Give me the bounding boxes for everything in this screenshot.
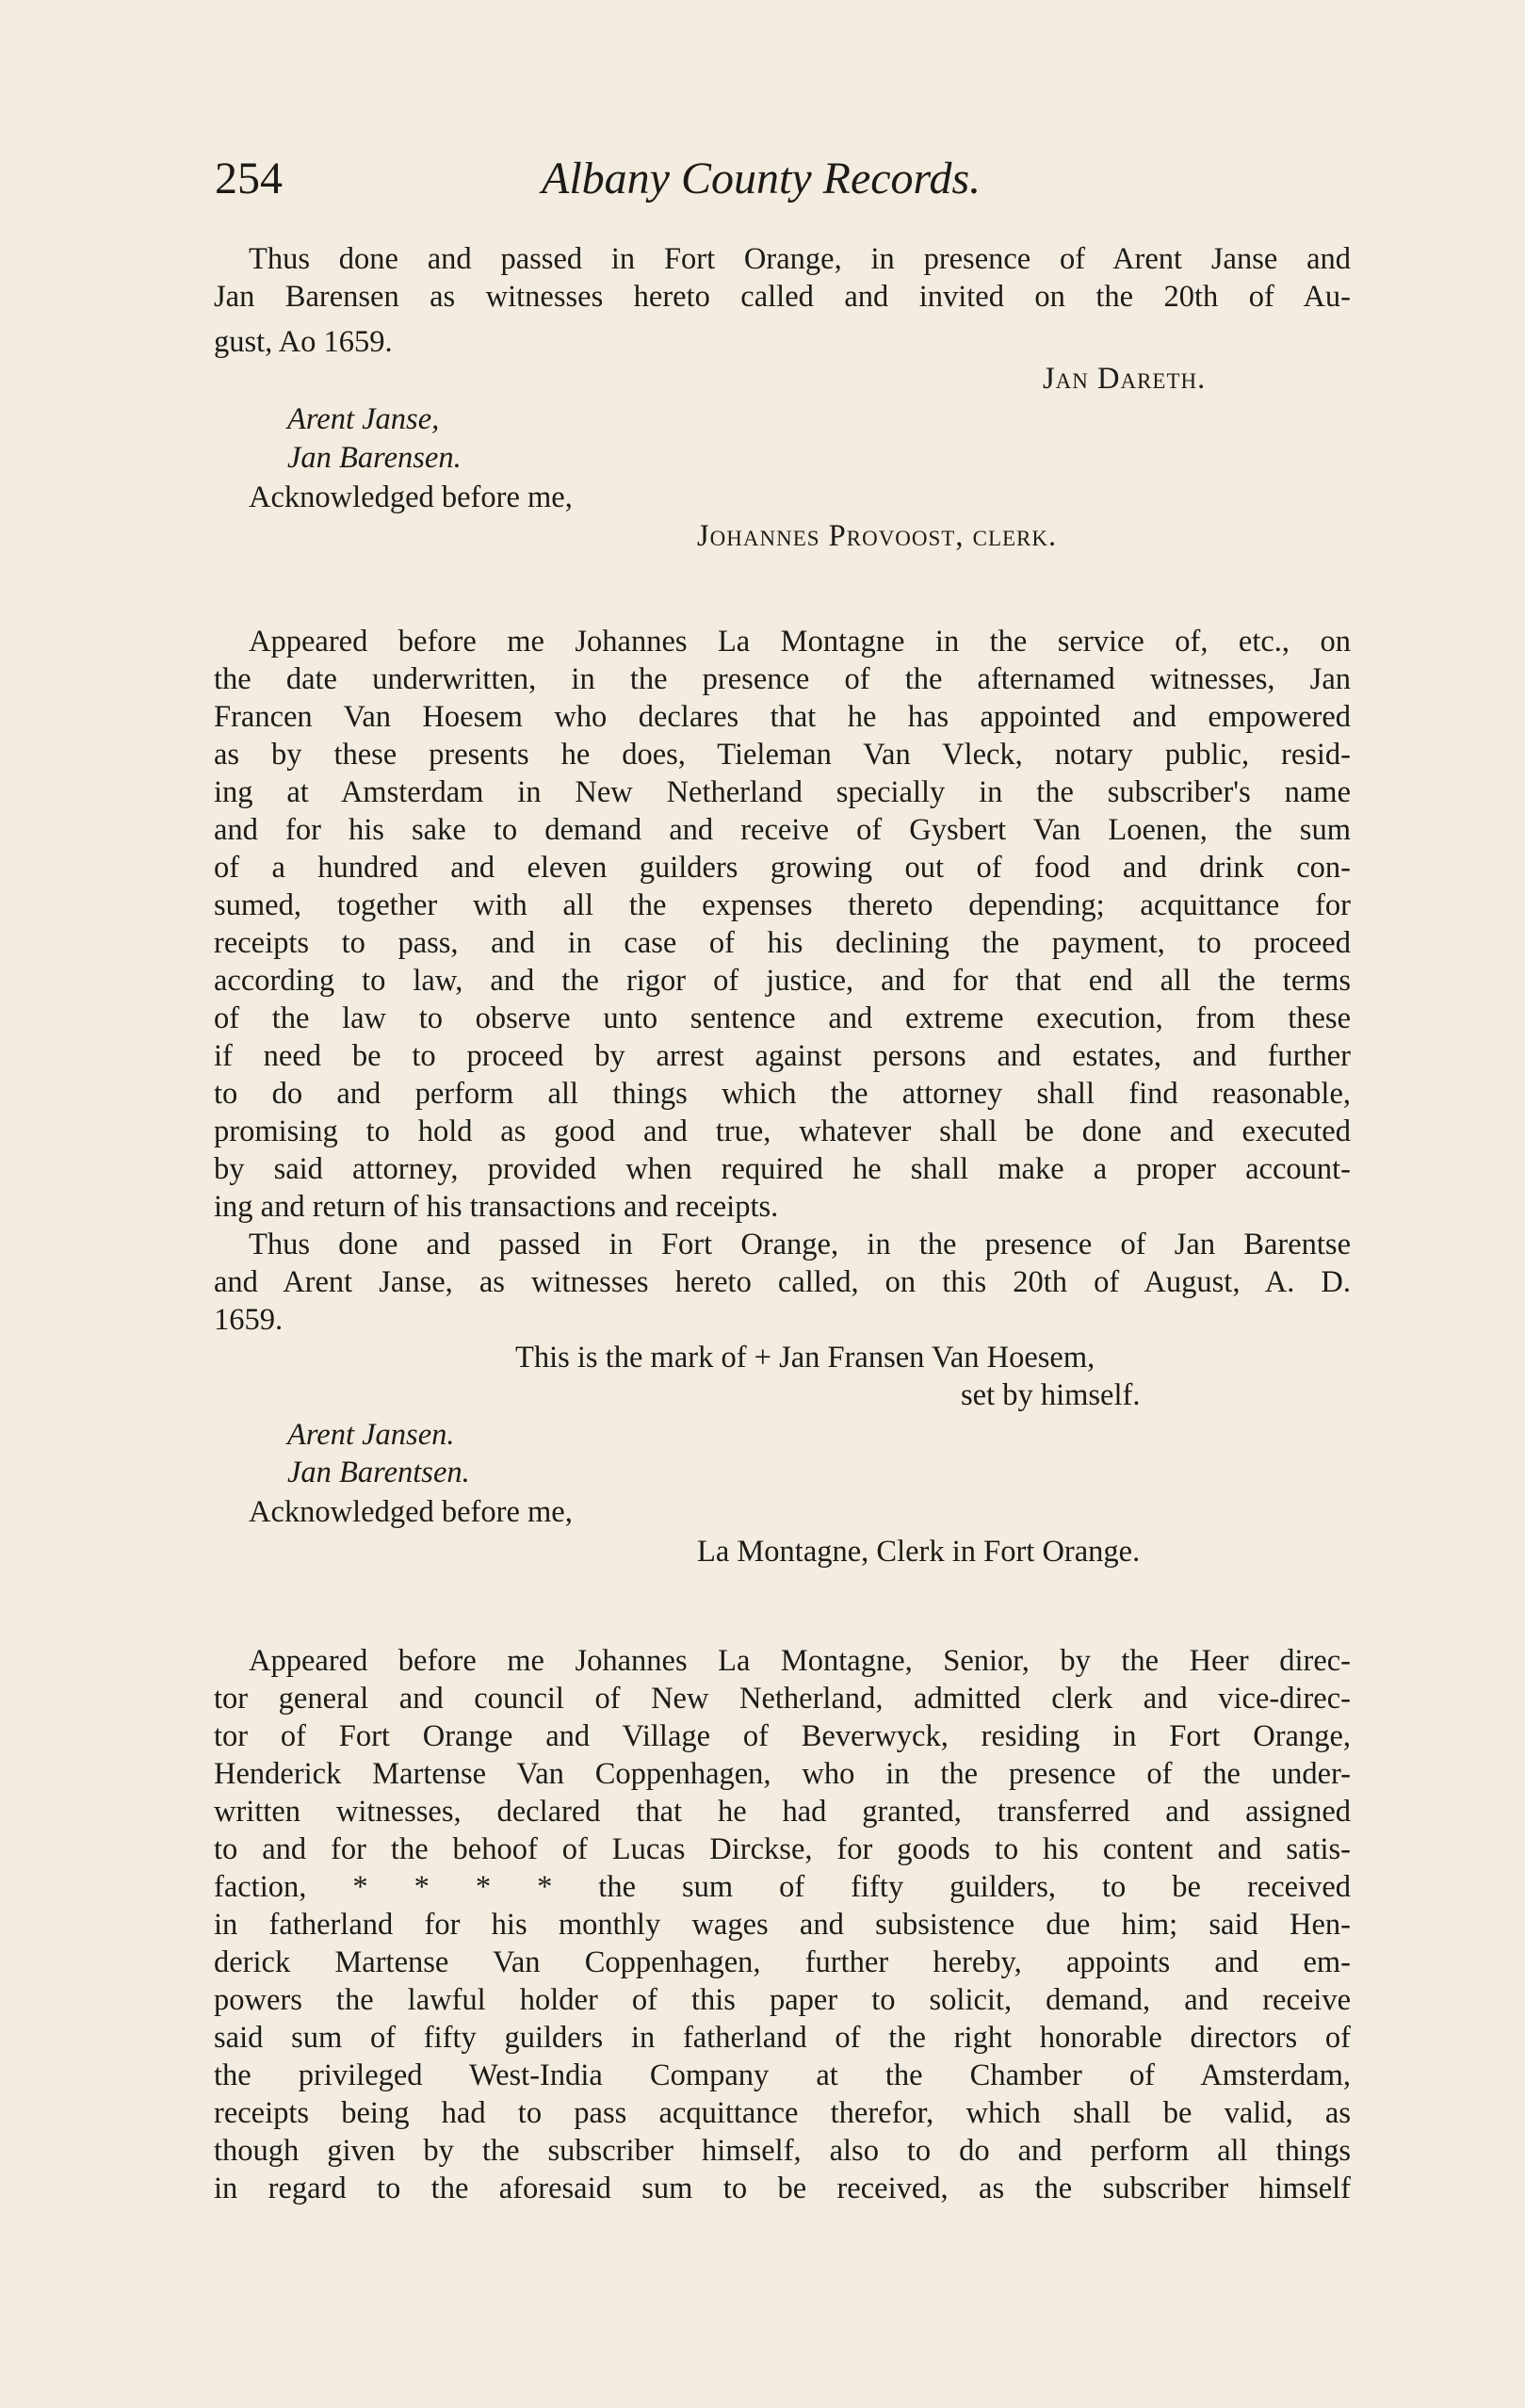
text-line: of a hundred and eleven guilders growing out of food and drink con- xyxy=(214,851,1351,885)
text-line: Jan Barensen. xyxy=(287,441,462,475)
text-line: though given by the subscriber himself, also to do and perform all things xyxy=(214,2134,1351,2168)
text-line: and Arent Janse, as witnesses hereto called, on this 20th of August, A. D. xyxy=(214,1265,1351,1299)
text-line: to do and perform all things which the attorney shall find reasonable, xyxy=(214,1077,1351,1111)
text-line: set by himself. xyxy=(961,1378,1141,1412)
text-line: powers the lawful holder of this paper to solicit, demand, and receive xyxy=(214,1983,1351,2017)
text-line: of the law to observe unto sentence and extreme execution, from these xyxy=(214,1001,1351,1035)
text-line: tor of Fort Orange and Village of Beverwyck, residing in Fort Orange, xyxy=(214,1719,1351,1753)
text-line: Johannes Provoost, clerk. xyxy=(697,519,1058,553)
text-line: said sum of fifty guilders in fatherland of the right honorable directors of xyxy=(214,2021,1351,2055)
text-line: and for his sake to demand and receive of Gysbert Van Loenen, the sum xyxy=(214,813,1351,847)
text-line: if need be to proceed by arrest against persons and estates, and further xyxy=(214,1039,1351,1073)
text-line: ing at Amsterdam in New Netherland specially in the subscriber's name xyxy=(214,775,1351,809)
page-title: Albany County Records. xyxy=(542,154,982,203)
text-line: written witnesses, declared that he had granted, transferred and assigned xyxy=(214,1795,1351,1829)
text-line: Thus done and passed in Fort Orange, in the presence of Jan Barentse xyxy=(249,1228,1351,1261)
text-line: receipts being had to pass acquittance therefor, which shall be valid, as xyxy=(214,2096,1351,2130)
page-number: 254 xyxy=(215,154,283,203)
text-line: the date underwritten, in the presence of the afternamed witnesses, Jan xyxy=(214,662,1351,696)
text-line: promising to hold as good and true, whatever shall be done and executed xyxy=(214,1115,1351,1148)
text-line: faction, * * * * the sum of fifty guilders, to be received xyxy=(214,1870,1351,1904)
text-line: Arent Jansen. xyxy=(287,1418,455,1452)
text-line: Jan Barensen as witnesses hereto called and invited on the 20th of Au- xyxy=(214,280,1351,314)
text-line: Appeared before me Johannes La Montagne, Senior, by the Heer direc- xyxy=(249,1644,1351,1678)
text-line: Acknowledged before me, xyxy=(249,480,573,514)
text-line: by said attorney, provided when required he shall make a proper account- xyxy=(214,1152,1351,1186)
text-line: to and for the behoof of Lucas Dirckse, for goods to his content and satis- xyxy=(214,1832,1351,1866)
text-line: receipts to pass, and in case of his declining the payment, to proceed xyxy=(214,926,1351,960)
text-line: Jan Barentsen. xyxy=(287,1456,470,1489)
text-line: in fatherland for his monthly wages and subsistence due him; said Hen- xyxy=(214,1908,1351,1942)
text-line: Francen Van Hoesem who declares that he has appointed and empowered xyxy=(214,700,1351,734)
text-line: according to law, and the rigor of justice, and for that end all the terms xyxy=(214,964,1351,998)
text-line: ing and return of his transactions and receipts. xyxy=(214,1190,779,1224)
text-line: Arent Janse, xyxy=(287,402,440,436)
text-line: Appeared before me Johannes La Montagne in the service of, etc., on xyxy=(249,625,1351,659)
text-line: in regard to the aforesaid sum to be received, as the subscriber himself xyxy=(214,2172,1351,2205)
text-line: Thus done and passed in Fort Orange, in presence of Arent Janse and xyxy=(249,242,1351,276)
text-line: Acknowledged before me, xyxy=(249,1495,573,1529)
text-line: derick Martense Van Coppenhagen, further hereby, appoints and em- xyxy=(214,1945,1351,1979)
text-line: Henderick Martense Van Coppenhagen, who in the presence of the under- xyxy=(214,1757,1351,1791)
text-line: the privileged West-India Company at the Chamber of Amsterdam, xyxy=(214,2058,1351,2092)
text-line: gust, Ao 1659. xyxy=(214,325,393,359)
text-line: La Montagne, Clerk in Fort Orange. xyxy=(697,1535,1141,1569)
text-line: tor general and council of New Netherland, admitted clerk and vice-direc- xyxy=(214,1682,1351,1716)
text-line: 1659. xyxy=(214,1303,284,1337)
text-line: Jan Dareth. xyxy=(1043,362,1207,396)
text-line: This is the mark of + Jan Fransen Van Hoesem, xyxy=(515,1341,1095,1375)
text-line: as by these presents he does, Tieleman Van Vleck, notary public, resid- xyxy=(214,738,1351,772)
text-line: sumed, together with all the expenses thereto depending; acquittance for xyxy=(214,888,1351,922)
